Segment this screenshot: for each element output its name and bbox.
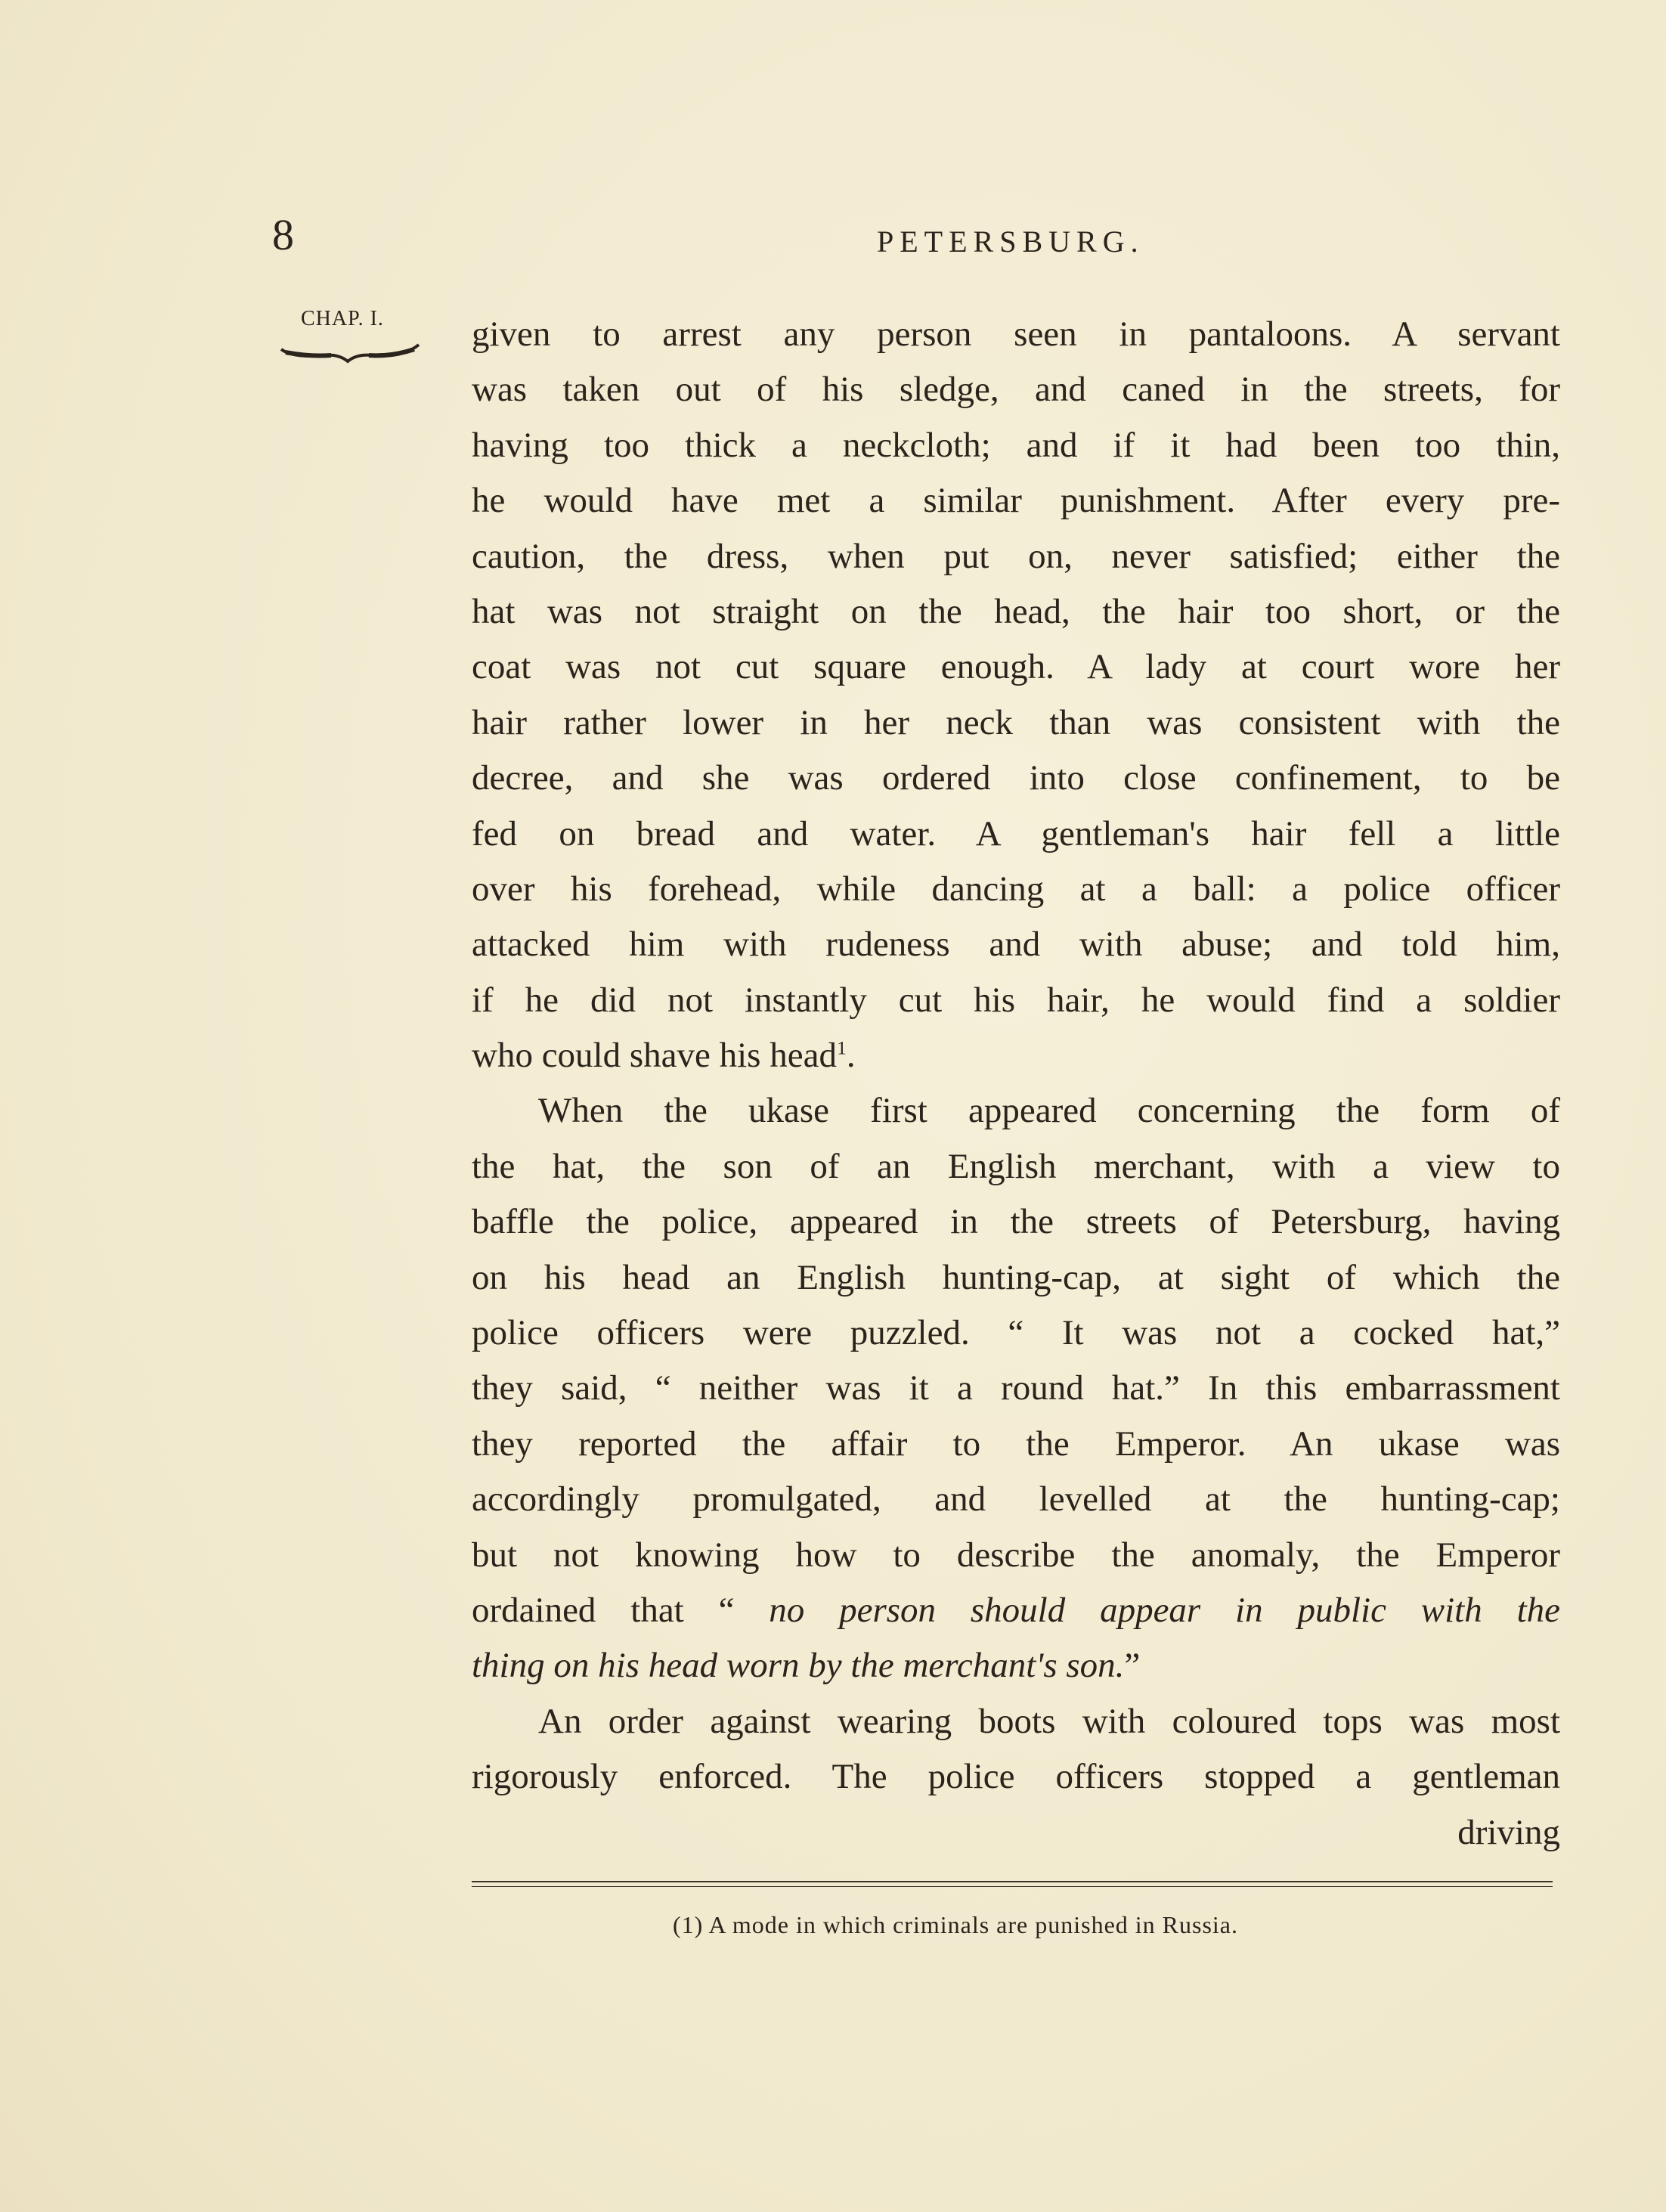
text-line: decree, and she was ordered into close confinement, to be — [472, 758, 1560, 798]
text-fragment: . — [846, 1036, 856, 1076]
text-fragment: ” — [1124, 1646, 1141, 1686]
text-fragment: who could shave his head — [472, 1036, 837, 1076]
text-line: caution, the dress, when put on, never satisfied; either the — [472, 536, 1560, 576]
text-line: attacked him with rudeness and with abuse; and told him, — [472, 925, 1560, 965]
body-text — [472, 307, 1560, 1860]
italic-quote: thing on his head worn by the merchant's son. — [472, 1646, 1125, 1686]
text-line: on his head an English hunting-cap, at sight of which the — [472, 1257, 1560, 1297]
text-line: they reported the affair to the Emperor. An ukase was — [472, 1424, 1560, 1464]
page-number: 8 — [272, 210, 294, 259]
text-line: over his forehead, while dancing at a ball: a police officer — [472, 869, 1560, 909]
footnote-rule — [472, 1881, 1553, 1887]
text-line: the hat, the son of an English merchant, with a view to — [472, 1146, 1560, 1186]
text-line — [472, 1638, 1560, 1693]
text-line: was taken out of his sledge, and caned in the streets, for — [472, 370, 1560, 410]
text-line: accordingly promulgated, and levelled at the hunting-cap; — [472, 1479, 1560, 1520]
text-line — [472, 1583, 1560, 1638]
text-line: An order against wearing boots with coloured tops was most — [538, 1701, 1560, 1741]
text-line: they said, “ neither was it a round hat.” In this embarrassment — [472, 1368, 1560, 1408]
text-line: if he did not instantly cut his hair, he would find a soldier — [472, 980, 1560, 1020]
text-line: hair rather lower in her neck than was consistent with the — [472, 702, 1560, 742]
text-line: rigorously enforced. The police officers stopped a gentleman — [472, 1757, 1560, 1797]
text-line: having too thick a neckcloth; and if it had been too thin, — [472, 425, 1560, 465]
text-line: he would have met a similar punishment. After every pre- — [472, 481, 1560, 521]
text-line: hat was not straight on the head, the hair too short, or the — [472, 591, 1560, 631]
text-line — [472, 1028, 1560, 1083]
text-line: police officers were puzzled. “ It was not a cocked hat,” — [472, 1313, 1560, 1353]
text-line: baffle the police, appeared in the streets of Petersburg, having — [472, 1202, 1560, 1242]
footnote-reference: 1 — [836, 1036, 847, 1059]
catchword: driving — [1457, 1812, 1560, 1852]
text-line: but not knowing how to describe the anomaly, the Emperor — [472, 1535, 1560, 1575]
chapter-bracket-ornament — [278, 339, 422, 369]
chapter-label: CHAP. I. — [301, 307, 384, 330]
text-fragment: ordained that “ — [472, 1590, 770, 1630]
text-line: fed on bread and water. A gentleman's hair fell a little — [472, 813, 1560, 854]
text-line: When the ukase first appeared concerning the form of — [538, 1091, 1560, 1131]
text-line: given to arrest any person seen in pantaloons. A servant — [472, 314, 1560, 354]
running-title: PETERSBURG. — [877, 225, 1144, 259]
text-line: coat was not cut square enough. A lady at court wore her — [472, 647, 1560, 687]
italic-quote: no person should appear in public with the — [769, 1590, 1560, 1630]
footnote: (1) A mode in which criminals are punished in Russia. — [673, 1911, 1238, 1938]
